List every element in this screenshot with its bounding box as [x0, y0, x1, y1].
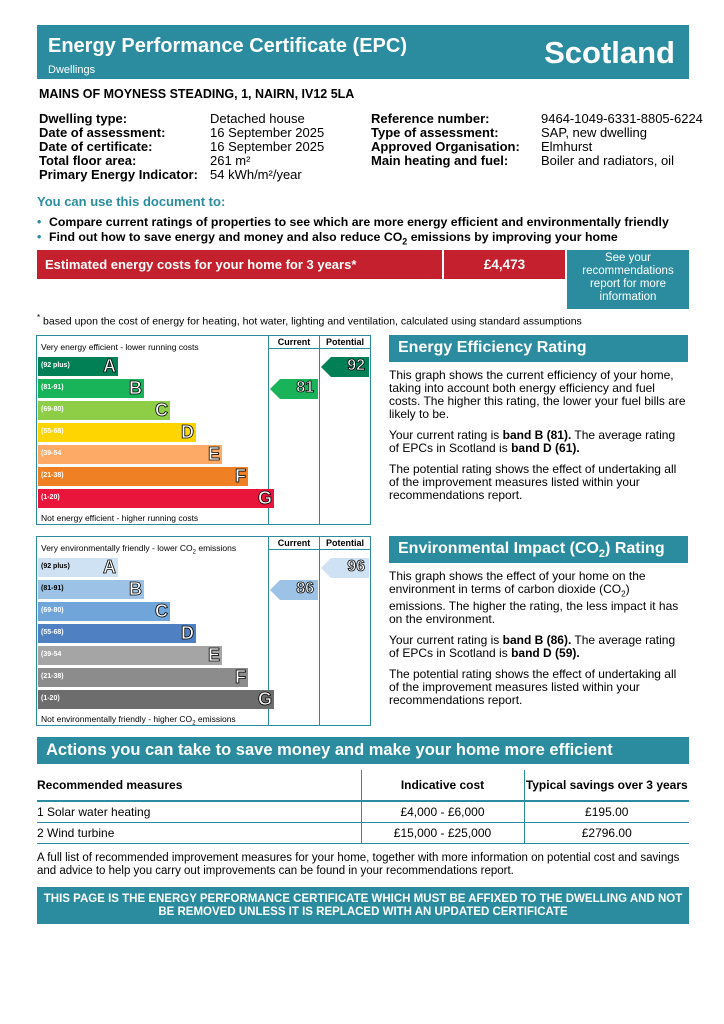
text-part: Your current rating is [389, 428, 503, 442]
measure-cell: 2 Wind turbine [37, 822, 361, 843]
chart-top-label: Very energy efficient - lower running costs [41, 342, 199, 352]
band-range: (39-54 [41, 651, 62, 658]
savings-cell: £195.00 [524, 801, 689, 822]
full-list-note: A full list of recommended improvement measures for your home, together with more information on potential cost and savings and advice to help you carry out improvements can be found in your recommendations report. [37, 852, 680, 877]
text-part: ) emissions. The higher the rating, the less impact it has on the environment. [389, 582, 679, 627]
band-letter: G [257, 488, 272, 508]
measure-cell: 1 Solar water heating [37, 801, 361, 822]
rating-band-b [38, 379, 144, 398]
detail-value: SAP, new dwelling [541, 125, 647, 140]
rating-band-d [38, 423, 196, 442]
rating-band-d [38, 624, 196, 643]
rating-band-b [38, 580, 144, 599]
detail-value: 16 September 2025 [210, 125, 325, 140]
detail-label: Date of assessment: [39, 125, 166, 140]
paragraph [389, 570, 688, 626]
band-range: (69-80) [41, 406, 64, 413]
footnote-mark: * [37, 313, 41, 322]
energy-efficiency-chart [36, 335, 371, 525]
detail-label: Primary Energy Indicator: [39, 167, 198, 182]
band-letter: A [103, 356, 116, 376]
band-letter: G [257, 689, 272, 709]
table-row [37, 822, 689, 843]
rating-band-e [38, 445, 222, 464]
band-range: (21-38) [41, 472, 64, 479]
footnote [37, 313, 582, 328]
detail-label: Main heating and fuel: [371, 153, 509, 168]
band-range: (1-20) [41, 695, 60, 702]
detail-label: Reference number: [371, 111, 490, 126]
rating-band-c [38, 401, 170, 420]
divider [319, 336, 320, 524]
property-address: MAINS OF MOYNESS STEADING, 1, NAIRN, IV12 5LA [39, 87, 355, 101]
band-range: (21-38) [41, 673, 64, 680]
column-header: Recommended measures [37, 770, 361, 801]
label-part: Not environmentally friendly - higher CO [41, 714, 193, 724]
detail-value: 54 kWh/m²/year [210, 167, 302, 182]
details-right [371, 112, 703, 168]
current-band: band B (81). [502, 428, 572, 442]
paragraph [389, 634, 688, 660]
current-column-header: Current [277, 337, 311, 347]
see-recommendations-box[interactable]: See your recommendations report for more information [567, 250, 689, 309]
paragraph: The potential rating shows the effect of undertaking all of the improvement measures listed within your recommendations report. [389, 462, 677, 502]
header-banner [37, 25, 689, 79]
potential-rating-value: 92 [347, 357, 365, 374]
detail-value: 9464-1049-6331-8805-6224 [541, 111, 703, 126]
energy-cost-value: £4,473 [444, 250, 565, 279]
band-letter: B [129, 579, 142, 599]
band-range: (81-91) [41, 384, 64, 391]
label-part: Very environmentally friendly - lower CO [41, 543, 193, 553]
bullet-icon: • [37, 215, 42, 229]
bullet-text-part: Find out how to save energy and money and also reduce CO [49, 230, 403, 244]
current-rating-value: 81 [296, 379, 314, 396]
subscript: 2 [402, 236, 408, 247]
current-rating-arrow [270, 379, 318, 399]
rating-band-g [38, 489, 274, 508]
potential-rating-arrow [321, 558, 369, 578]
bullet-icon: • [37, 230, 42, 244]
text-part: Your current rating is [389, 633, 503, 648]
band-letter: D [181, 422, 194, 442]
divider [268, 348, 370, 349]
rating-band-e [38, 646, 222, 665]
detail-label: Date of certificate: [39, 139, 153, 154]
potential-column-header: Potential [325, 538, 364, 548]
column-header: Indicative cost [361, 770, 524, 801]
certificate-notice: THIS PAGE IS THE ENERGY PERFORMANCE CERTIFICATE WHICH MUST BE AFFIXED TO THE DWELLING AND NOT BE REMOVED UNLESS IT IS REPLACED WITH AN UPDATED CERTIFICATE [37, 887, 689, 924]
chart-bottom-label [41, 714, 236, 727]
rating-band-a [38, 558, 118, 577]
detail-value: Boiler and radiators, oil [541, 153, 674, 168]
potential-rating-value: 96 [347, 558, 365, 575]
text-part: This graph shows the effect of your home on the environment in terms of carbon dioxide (CO [389, 569, 646, 596]
band-letter: E [207, 645, 220, 665]
paragraph [389, 429, 688, 455]
subscript: 2 [192, 720, 196, 727]
text-part: The average rating of EPCs in Scotland is [389, 428, 676, 455]
text-part: The average rating of EPCs in Scotland is [389, 633, 676, 661]
current-column-header: Current [277, 538, 311, 548]
current-band: band B (86). [502, 633, 572, 648]
current-rating-arrow [270, 580, 318, 600]
table-row [37, 801, 689, 822]
band-letter: B [129, 378, 142, 398]
band-letter: E [207, 444, 220, 464]
bullet-text-part: emissions by improving your home [407, 230, 618, 244]
potential-column-header: Potential [325, 337, 364, 347]
band-range: (1-20) [41, 494, 60, 501]
label-part: emissions [195, 543, 237, 553]
band-letter: F [235, 667, 246, 687]
table-header-row [37, 770, 689, 801]
energy-efficiency-text [389, 369, 688, 510]
band-range: (69-80) [41, 607, 64, 614]
band-range: (92 plus) [41, 563, 70, 570]
environmental-impact-text [389, 570, 688, 715]
band-range: (39-54 [41, 450, 62, 457]
energy-efficiency-title: Energy Efficiency Rating [389, 335, 688, 362]
detail-label: Type of assessment: [371, 125, 499, 140]
band-range: (81-91) [41, 585, 64, 592]
detail-label: Dwelling type: [39, 111, 128, 126]
divider [319, 537, 320, 725]
detail-value: Detached house [210, 111, 305, 126]
title-part: Environmental Impact (CO [398, 540, 599, 557]
band-letter: A [103, 557, 116, 577]
band-range: (55-68) [41, 629, 64, 636]
actions-title: Actions you can take to save money and make your home more efficient [37, 737, 689, 764]
band-letter: F [235, 466, 246, 486]
title-part: ) Rating [605, 540, 665, 557]
savings-cell: £2796.00 [524, 822, 689, 843]
page-title: Energy Performance Certificate (EPC) [48, 35, 408, 57]
rating-band-f [38, 467, 248, 486]
detail-value: Elmhurst [541, 139, 593, 154]
rating-band-c [38, 602, 170, 621]
rating-band-a [38, 357, 118, 376]
detail-value: 16 September 2025 [210, 139, 325, 154]
chart-top-label [41, 543, 236, 556]
divider [268, 549, 370, 550]
column-header: Typical savings over 3 years [524, 770, 689, 801]
country-label: Scotland [544, 35, 675, 70]
detail-value: 261 m² [210, 153, 251, 168]
band-range: (55-68) [41, 428, 64, 435]
band-letter: C [155, 601, 168, 621]
rating-band-g [38, 690, 274, 709]
label-part: emissions [195, 714, 236, 724]
cost-cell: £4,000 - £6,000 [361, 801, 524, 822]
paragraph: The potential rating shows the effect of undertaking all of the improvement measures listed within your recommendations report. [389, 667, 677, 708]
environmental-impact-title [389, 536, 688, 563]
current-rating-value: 86 [296, 580, 314, 597]
band-letter: D [181, 623, 194, 643]
rating-band-f [38, 668, 248, 687]
subscript: 2 [192, 549, 196, 556]
band-range: (92 plus) [41, 362, 70, 369]
page-subtitle: Dwellings [48, 64, 96, 76]
environmental-impact-chart [36, 536, 371, 726]
energy-cost-label: Estimated energy costs for your home for 3 years* [37, 250, 442, 279]
footnote-text: based upon the cost of energy for heating, hot water, lighting and ventilation, calculated using standard assumptions [40, 315, 582, 328]
bullet-text [49, 230, 618, 249]
average-band: band D (59). [511, 646, 580, 661]
detail-label: Total floor area: [39, 153, 137, 168]
detail-label: Approved Organisation: [371, 139, 520, 154]
use-document-title: You can use this document to: [37, 194, 226, 209]
subscript: 2 [598, 548, 606, 561]
cost-cell: £15,000 - £25,000 [361, 822, 524, 843]
paragraph: This graph shows the current efficiency of your home, taking into account both energy efficiency and fuel costs. The higher this rating, the lower your fuel bills are likely to be. [389, 368, 686, 421]
bullet-text: Compare current ratings of properties to see which are more energy efficient and environmentally friendly [49, 215, 669, 229]
band-letter: C [155, 400, 168, 420]
potential-rating-arrow [321, 357, 369, 377]
details-left [39, 112, 324, 182]
recommendations-table [37, 770, 689, 844]
chart-bottom-label: Not energy efficient - higher running costs [41, 513, 199, 523]
use-document-bullets [37, 215, 669, 249]
average-band: band D (61). [511, 441, 580, 455]
subscript: 2 [621, 589, 626, 599]
